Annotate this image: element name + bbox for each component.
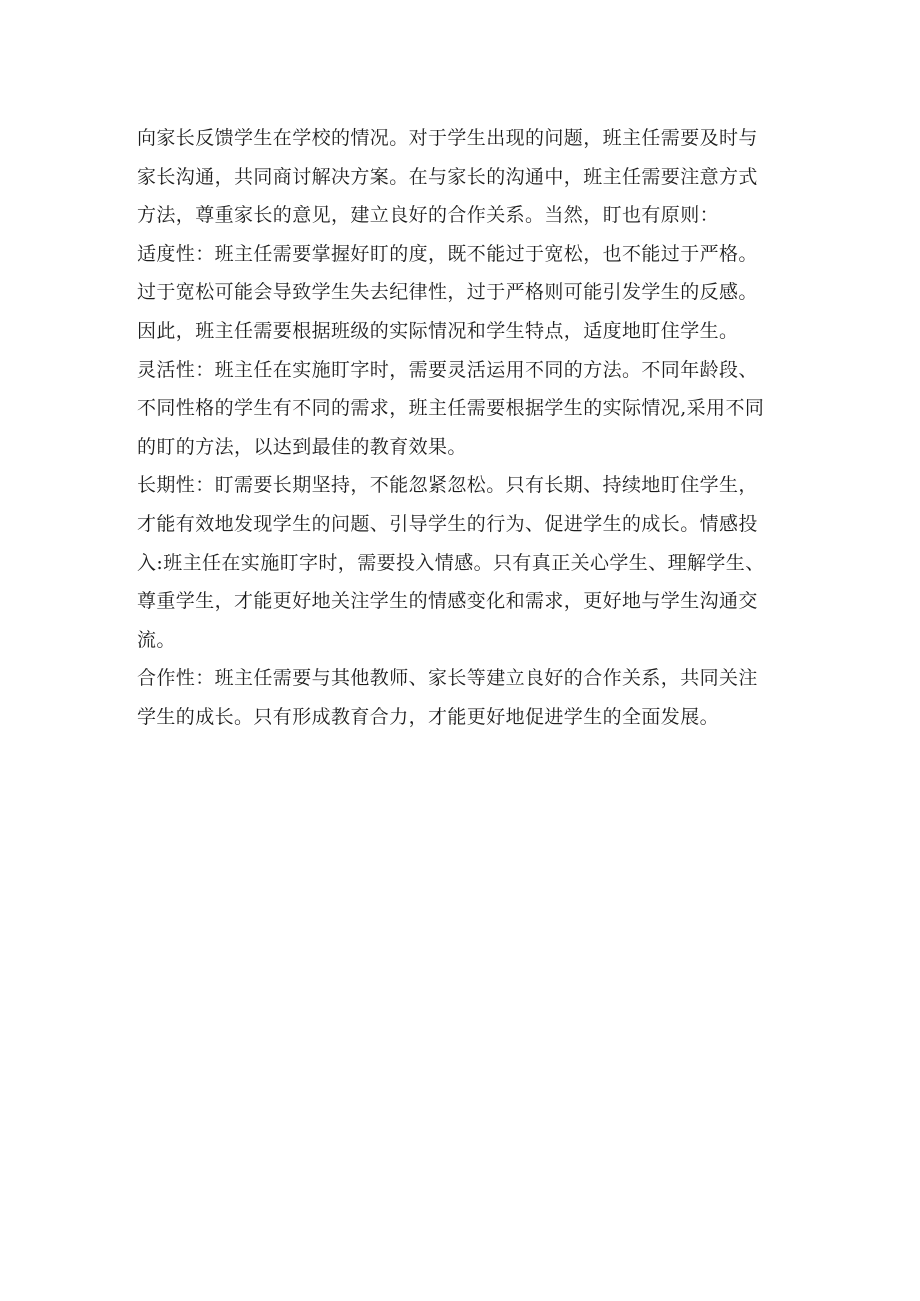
text-line: 的盯的方法，以达到最佳的教育效果。 bbox=[137, 435, 467, 458]
text-line: 因此，班主任需要根据班级的实际情况和学生特点，适度地盯住学生。 bbox=[137, 319, 739, 342]
text-line: 才能有效地发现学生的问题、引导学生的行为、促进学生的成长。情感投 bbox=[137, 512, 758, 535]
text-line: 灵活性：班主任在实施盯字时，需要灵活运用不同的方法。不同年龄段、 bbox=[137, 358, 758, 381]
text-line: 尊重学生，才能更好地关注学生的情感变化和需求，更好地与学生沟通交 bbox=[137, 590, 758, 613]
document-body bbox=[137, 119, 797, 737]
text-line: 向家长反馈学生在学校的情况。对于学生出现的问题，班主任需要及时与 bbox=[137, 127, 758, 149]
text-line: 适度性：班主任需要掌握好盯的度，既不能过于宽松，也不能过于严格。 bbox=[137, 242, 758, 265]
text-line: 学生的成长。只有形成教育合力，才能更好地促进学生的全面发展。 bbox=[137, 705, 720, 728]
text-line: 长期性：盯需要长期坚持，不能忽紧忽松。只有长期、持续地盯住学生， bbox=[137, 474, 758, 497]
text-line: 流。 bbox=[137, 628, 176, 651]
text-line: 不同性格的学生有不同的需求，班主任需要根据学生的实际情况,采用不同 bbox=[137, 397, 765, 420]
text-line: 合作性：班主任需要与其他教师、家长等建立良好的合作关系，共同关注 bbox=[137, 667, 758, 690]
text-line: 入:班主任在实施盯字时，需要投入情感。只有真正关心学生、理解学生、 bbox=[137, 551, 765, 574]
text-line: 方法，尊重家长的意见，建立良好的合作关系。当然，盯也有原则： bbox=[137, 204, 720, 227]
text-line: 过于宽松可能会导致学生失去纪律性，过于严格则可能引发学生的反感。 bbox=[137, 281, 758, 304]
text-line: 家长沟通，共同商讨解决方案。在与家长的沟通中，班主任需要注意方式 bbox=[137, 165, 758, 188]
